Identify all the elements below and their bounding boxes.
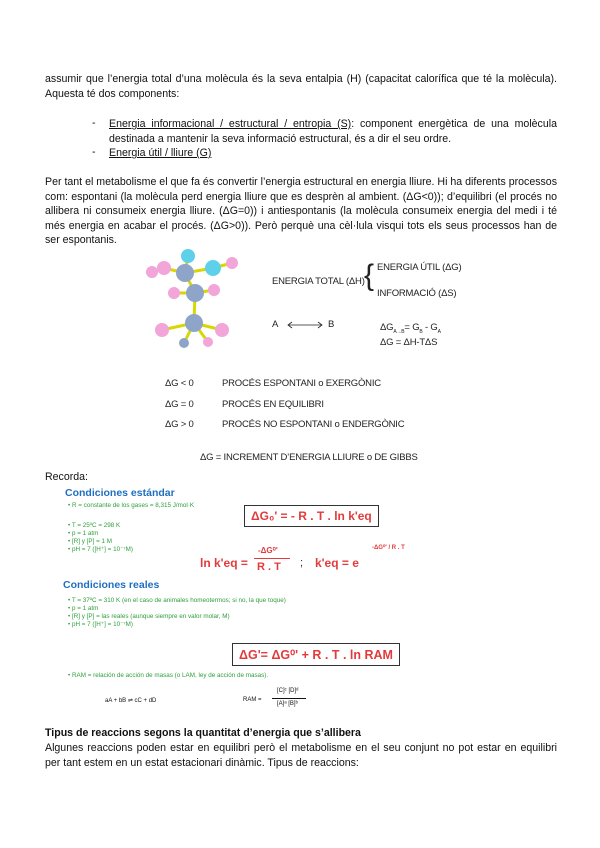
atom <box>208 284 220 296</box>
real-line-0: • T = 37ºC = 310 K (en el caso de animales homeotermos; si no, la que toque) <box>68 597 286 604</box>
atom <box>203 337 213 347</box>
ram-fraction-bar <box>272 698 306 699</box>
cond-text-2: PROCÉS NO ESPONTANI o ENDERGÒNIC <box>222 419 405 430</box>
std-formula-box: ΔG₀' = - R . T . ln k'eq <box>244 505 379 527</box>
atom <box>226 257 238 269</box>
atom <box>181 249 195 263</box>
atom <box>176 264 194 282</box>
intro-paragraph: assumir que l’energia total d’una molècula és la seva entalpia (H) (capacitat calorífica que té la molècula). Aquesta té dos components: <box>45 73 557 100</box>
ln-keq-lhs: ln k'eq = <box>200 556 248 570</box>
std-line-3: • p = 1 atm <box>68 530 99 537</box>
ram-num: [C]ᶜ [D]ᵈ <box>277 688 299 694</box>
real-line-3: • pH = 7 ([H⁺] = 10⁻⁷M) <box>68 621 134 628</box>
real-line-1: • p = 1 atm <box>68 605 99 612</box>
atom <box>186 284 204 302</box>
recorda-label: Recorda: <box>45 471 88 483</box>
brace: { <box>364 259 374 292</box>
final-paragraph: Algunes reaccions poden estar en equilibri però el metabolisme en el seu conjunt no pot estar en equilibri per tant estem en un estat estacionari dinàmic. Tipus de reaccions: <box>45 742 557 769</box>
ln-keq-den: R . T <box>257 561 281 573</box>
keq-lhs: k'eq = e <box>315 556 359 570</box>
bullet-term: Energia útil / lliure (G) <box>109 147 212 159</box>
atom <box>155 323 169 337</box>
ln-keq-num: -ΔG⁰' <box>258 546 278 555</box>
bullet-free-energy <box>109 146 557 161</box>
real-formula-box: ΔG'= ΔG⁰' + R . T . ln RAM <box>232 643 400 666</box>
atom <box>157 261 171 275</box>
bullet-marker: - <box>92 117 96 129</box>
energy-util-label: ENERGIA ÚTIL (ΔG) <box>377 262 462 273</box>
atom <box>185 314 203 332</box>
std-line-5: • pH = 7 ([H⁺] = 10⁻⁷M) <box>68 546 134 553</box>
reaction-equation: aA + bB ⇌ cC + dD <box>105 698 157 704</box>
cond-text-0: PROCÉS ESPONTANI o EXERGÒNIC <box>222 378 381 389</box>
cond-sign-0: ΔG < 0 <box>165 378 194 389</box>
bullet-marker: - <box>92 146 96 158</box>
section-heading: Tipus de reaccions segons la quantitat d’energia que s’allibera <box>45 727 361 739</box>
reaction-b: B <box>328 319 335 330</box>
ram-den: [A]ᵃ [B]ᵇ <box>277 701 298 707</box>
keq-exponent: -ΔG⁰' / R . T <box>372 545 405 551</box>
bullet-desc: : component energètica de una molècula destinada a mantenir la seva informació estructural, és a dir el seu ordre. <box>109 118 557 145</box>
molecule-figure <box>140 248 255 348</box>
atom <box>215 323 229 337</box>
atom <box>179 338 189 348</box>
real-conditions-title: Condiciones reales <box>63 579 160 591</box>
cond-sign-1: ΔG = 0 <box>165 399 194 410</box>
real-line-2: • [R] y [P] = las reales (aunque siempre en valor molar, M) <box>68 613 230 620</box>
atom <box>205 260 221 276</box>
bullet-entropy <box>109 117 557 146</box>
informacio-label: INFORMACIÓ (ΔS) <box>377 288 457 299</box>
bullet-term: Energia informacional / estructural / entropia (S) <box>109 118 352 130</box>
fraction-bar <box>254 558 290 559</box>
atom <box>146 266 158 278</box>
energy-total-label: ENERGIA TOTAL (ΔH) <box>272 276 365 287</box>
cond-sign-2: ΔG > 0 <box>165 419 194 430</box>
ram-lhs: RAM = <box>243 697 262 703</box>
delta-g-definition: ΔG = INCREMENT D’ENERGIA LLIURE o DE GIBBS <box>200 452 418 463</box>
reaction-a: A <box>272 319 279 330</box>
cond-text-1: PROCÉS EN EQUILIBRI <box>222 399 324 410</box>
std-line-2: • T = 25ºC = 298 K <box>68 522 121 529</box>
std-conditions-title: Condiciones estándar <box>65 487 175 499</box>
reaction-arrow <box>285 320 325 330</box>
ram-note: • RAM = relación de acción de masas (o LAM, ley de acción de masas). <box>68 672 269 679</box>
metabolism-paragraph: Per tant el metabolisme el que fa és convertir l’energia estructural en energia lliure. Hi ha diferents processos com: espontani (la molècula perd energia lliure que es desprèn al ambient. (ΔG<0)); d’equilibri (el procés no allibera ni consumeix energia lliure. (ΔG=0)) i antiespontanis (la molècula consumeix energia del medi i té més energia en acabar el procés. (ΔG>0)). Però perquè una cèl·lula visqui tots els seus processos han de ser espontanis. <box>45 176 557 246</box>
delta-g-ab: $\Delta G_{A\to B}= G_B - G_A$ <box>380 322 441 335</box>
gibbs-equation: ΔG = ΔH-TΔS <box>380 337 438 348</box>
std-line-0: • R = constante de los gases = 8,315 J/mol·K <box>68 502 195 509</box>
std-line-4: • [R] y [P] = 1 M <box>68 538 113 545</box>
atom <box>168 287 180 299</box>
eq-separator: ; <box>300 557 304 569</box>
